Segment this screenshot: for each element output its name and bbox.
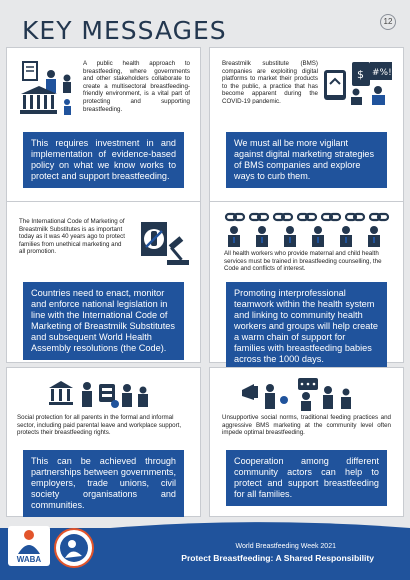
card-summary: A public health approach to breastfeeding, where governments and other stakeholders collaborate to create a multisectoral breastfeeding-friendly environment, is a vital part of protecting and supporting breastfeeding. <box>83 60 190 113</box>
key-message-card-4 <box>209 201 404 363</box>
card-message: This can be achieved through partnerships between governments, employers, trade unions, civil society organisations and communities. <box>23 450 184 517</box>
government-stakeholders-icon <box>17 60 79 122</box>
svg-text:#%!: #%! <box>372 68 392 78</box>
card-summary: All health workers who provide maternal and child health services must be trained in breastfeeding counselling, the Code and conflicts of interest. <box>224 250 382 273</box>
key-message-card-5 <box>6 367 201 517</box>
card-summary: Unsupportive social norms, traditional feeding practices and aggressive BMS marketing at the community level often impede optimal breastfeeding. <box>222 414 391 437</box>
svg-text:$: $ <box>357 68 364 81</box>
card-message: This requires investment in and implementation of evidence-based policy on what we know works to protect and support breastfeeding. <box>23 132 184 188</box>
no-bottle-law-icon <box>131 216 193 268</box>
waba-figure-icon <box>8 526 50 556</box>
health-workers-chain-icon <box>224 212 392 248</box>
footer-theme: Protect Breastfeeding: A Shared Responsibility <box>181 553 374 563</box>
page-number: 12 <box>380 14 396 30</box>
community-megaphone-icon <box>240 376 360 412</box>
card-message: We must all be more vigilant against digital marketing strategies of BMS companies and explore ways to curb them. <box>226 132 387 188</box>
key-message-card-6 <box>209 367 404 517</box>
key-message-card-2 <box>209 47 404 221</box>
card-message: Cooperation among different community actors can help to protect and support breastfeeding for all families. <box>226 450 387 506</box>
card-message: Promoting interprofessional teamwork within the health system and linking to community health workers and groups will help create a warm chain of support for families with breastfeeding babies across the 1000 days. <box>226 282 387 371</box>
wbw-logo <box>54 528 94 568</box>
waba-logo-label: WABA <box>16 555 42 564</box>
social-protection-icon <box>47 378 159 412</box>
mother-child-icon <box>56 530 92 566</box>
card-summary: Social protection for all parents in the formal and informal sector, including paid parental leave and workplace support, protects their breastfeeding rights. <box>17 414 182 437</box>
page-title: KEY MESSAGES <box>22 16 227 45</box>
key-message-card-1 <box>6 47 201 221</box>
digital-marketing-icon <box>322 60 394 106</box>
card-message: Countries need to enact, monitor and enforce national legislation in line with the International Code of Marketing of Breastmilk Substitutes and subsequent World Health Assembly resolutions (the Code). <box>23 282 184 360</box>
key-message-card-3 <box>6 201 201 363</box>
footer-event: World Breastfeeding Week 2021 <box>235 543 336 550</box>
card-summary: The International Code of Marketing of Breastmilk Substitutes is as important today as it was 40 years ago to protect families from unethical marketing and all promotion. <box>19 218 125 256</box>
card-summary: Breastmilk substitute (BMS) companies are exploiting digital platforms to market their products to the public, a practice that has become apparent during the COVID-19 pandemic. <box>222 60 318 104</box>
waba-logo <box>8 526 50 566</box>
